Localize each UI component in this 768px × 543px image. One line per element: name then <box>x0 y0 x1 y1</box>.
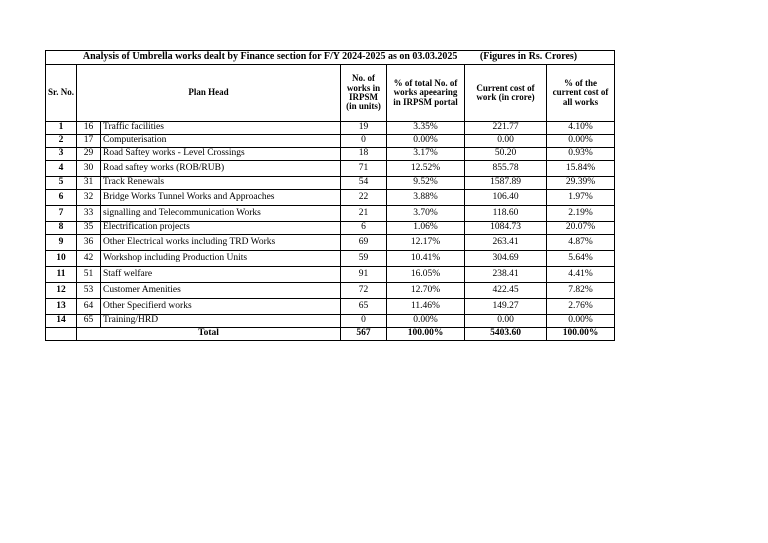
table-row <box>46 135 615 148</box>
pct-works-cell: 3.88% <box>387 190 465 206</box>
sr-no-cell: 11 <box>46 267 77 283</box>
current-cost-cell: 149.27 <box>465 299 547 315</box>
pct-works-cell: 0.00% <box>387 135 465 148</box>
umbrella-works-table <box>45 50 615 341</box>
plan-name-cell: Traffic facilities <box>101 122 341 135</box>
sr-no-cell: 9 <box>46 235 77 251</box>
table-row <box>46 177 615 190</box>
pct-cost-cell: 4.41% <box>547 267 615 283</box>
total-label: Total <box>77 328 341 341</box>
plan-code-cell: 51 <box>77 267 101 283</box>
pct-works-cell: 0.00% <box>387 315 465 328</box>
pct-works-cell: 16.05% <box>387 267 465 283</box>
table-row <box>46 222 615 235</box>
works-count-cell: 21 <box>341 206 387 222</box>
plan-code-cell: 33 <box>77 206 101 222</box>
current-cost-cell: 238.41 <box>465 267 547 283</box>
current-cost-cell: 263.41 <box>465 235 547 251</box>
sr-no-cell: 8 <box>46 222 77 235</box>
plan-name-cell: Other Specifierd works <box>101 299 341 315</box>
pct-works-cell: 11.46% <box>387 299 465 315</box>
table-row <box>46 235 615 251</box>
plan-name-cell: Workshop including Production Units <box>101 251 341 267</box>
plan-code-cell: 32 <box>77 190 101 206</box>
works-count-cell: 59 <box>341 251 387 267</box>
sr-no-cell: 12 <box>46 283 77 299</box>
works-count-cell: 71 <box>341 161 387 177</box>
plan-code-cell: 31 <box>77 177 101 190</box>
plan-name-cell: Road saftey works (ROB/RUB) <box>101 161 341 177</box>
plan-code-cell: 29 <box>77 148 101 161</box>
table-title-row <box>46 51 615 65</box>
pct-cost-cell: 20.07% <box>547 222 615 235</box>
plan-code-cell: 30 <box>77 161 101 177</box>
sr-no-cell: 1 <box>46 122 77 135</box>
table-row <box>46 251 615 267</box>
table-row <box>46 148 615 161</box>
plan-name-cell: signalling and Telecommunication Works <box>101 206 341 222</box>
current-cost-cell: 304.69 <box>465 251 547 267</box>
works-count-cell: 91 <box>341 267 387 283</box>
pct-works-cell: 3.17% <box>387 148 465 161</box>
current-cost-cell: 221.77 <box>465 122 547 135</box>
plan-name-cell: Computerisation <box>101 135 341 148</box>
works-count-cell: 54 <box>341 177 387 190</box>
total-works: 567 <box>341 328 387 341</box>
works-count-cell: 69 <box>341 235 387 251</box>
current-cost-cell: 422.45 <box>465 283 547 299</box>
pct-cost-cell: 2.76% <box>547 299 615 315</box>
plan-name-cell: Staff welfare <box>101 267 341 283</box>
pct-works-cell: 1.06% <box>387 222 465 235</box>
works-count-cell: 19 <box>341 122 387 135</box>
plan-code-cell: 42 <box>77 251 101 267</box>
sr-no-cell: 4 <box>46 161 77 177</box>
header-pct-works: % of total No. of works apeearing in IRPSM portal <box>387 65 465 122</box>
table-row <box>46 315 615 328</box>
sr-no-cell: 7 <box>46 206 77 222</box>
plan-code-cell: 64 <box>77 299 101 315</box>
plan-name-cell: Other Electrical works including TRD Works <box>101 235 341 251</box>
current-cost-cell: 1587.89 <box>465 177 547 190</box>
header-pct-cost: % of the current cost of all works <box>547 65 615 122</box>
table-row <box>46 122 615 135</box>
works-count-cell: 0 <box>341 135 387 148</box>
current-cost-cell: 50.20 <box>465 148 547 161</box>
sr-no-cell: 10 <box>46 251 77 267</box>
header-sr-no: Sr. No. <box>46 65 77 122</box>
plan-name-cell: Training/HRD <box>101 315 341 328</box>
pct-cost-cell: 0.93% <box>547 148 615 161</box>
current-cost-cell: 106.40 <box>465 190 547 206</box>
pct-cost-cell: 4.87% <box>547 235 615 251</box>
plan-name-cell: Road Saftey works - Level Crossings <box>101 148 341 161</box>
table-row <box>46 283 615 299</box>
pct-cost-cell: 5.64% <box>547 251 615 267</box>
plan-name-cell: Electrification projects <box>101 222 341 235</box>
works-count-cell: 6 <box>341 222 387 235</box>
plan-name-cell: Bridge Works Tunnel Works and Approaches <box>101 190 341 206</box>
plan-code-cell: 16 <box>77 122 101 135</box>
header-current-cost: Current cost of work (in crore) <box>465 65 547 122</box>
sr-no-cell: 14 <box>46 315 77 328</box>
pct-cost-cell: 0.00% <box>547 315 615 328</box>
total-pct-cost: 100.00% <box>547 328 615 341</box>
pct-works-cell: 12.52% <box>387 161 465 177</box>
pct-cost-cell: 2.19% <box>547 206 615 222</box>
current-cost-cell: 118.60 <box>465 206 547 222</box>
plan-name-cell: Customer Amenities <box>101 283 341 299</box>
table-row <box>46 190 615 206</box>
plan-code-cell: 53 <box>77 283 101 299</box>
pct-works-cell: 10.41% <box>387 251 465 267</box>
sr-no-cell: 13 <box>46 299 77 315</box>
pct-works-cell: 3.35% <box>387 122 465 135</box>
current-cost-cell: 855.78 <box>465 161 547 177</box>
total-cost: 5403.60 <box>465 328 547 341</box>
total-row <box>46 328 615 341</box>
plan-code-cell: 17 <box>77 135 101 148</box>
plan-code-cell: 65 <box>77 315 101 328</box>
sr-no-cell: 2 <box>46 135 77 148</box>
sr-no-cell: 5 <box>46 177 77 190</box>
table-title: Analysis of Umbrella works dealt by Finance section for F/Y 2024-2025 as on 03.03.2025 <box>82 51 458 63</box>
table-row <box>46 161 615 177</box>
plan-name-cell: Track Renewals <box>101 177 341 190</box>
plan-code-cell: 36 <box>77 235 101 251</box>
current-cost-cell: 1084.73 <box>465 222 547 235</box>
plan-code-cell: 35 <box>77 222 101 235</box>
figures-note: (Figures in Rs. Crores) <box>479 51 578 63</box>
works-count-cell: 18 <box>341 148 387 161</box>
works-count-cell: 72 <box>341 283 387 299</box>
works-count-cell: 22 <box>341 190 387 206</box>
pct-works-cell: 3.70% <box>387 206 465 222</box>
table-row <box>46 299 615 315</box>
pct-cost-cell: 15.84% <box>547 161 615 177</box>
pct-cost-cell: 0.00% <box>547 135 615 148</box>
total-pct-works: 100.00% <box>387 328 465 341</box>
works-count-cell: 65 <box>341 299 387 315</box>
table-row <box>46 267 615 283</box>
current-cost-cell: 0.00 <box>465 315 547 328</box>
pct-cost-cell: 7.82% <box>547 283 615 299</box>
pct-works-cell: 12.70% <box>387 283 465 299</box>
header-num-works: No. of works in IRPSM (in units) <box>341 65 387 122</box>
total-blank-cell <box>46 328 77 341</box>
pct-works-cell: 12.17% <box>387 235 465 251</box>
works-count-cell: 0 <box>341 315 387 328</box>
pct-cost-cell: 1.97% <box>547 190 615 206</box>
current-cost-cell: 0.00 <box>465 135 547 148</box>
pct-cost-cell: 4.10% <box>547 122 615 135</box>
pct-works-cell: 9.52% <box>387 177 465 190</box>
pct-cost-cell: 29.39% <box>547 177 615 190</box>
sr-no-cell: 6 <box>46 190 77 206</box>
table-row <box>46 206 615 222</box>
header-plan-head: Plan Head <box>77 65 341 122</box>
sr-no-cell: 3 <box>46 148 77 161</box>
